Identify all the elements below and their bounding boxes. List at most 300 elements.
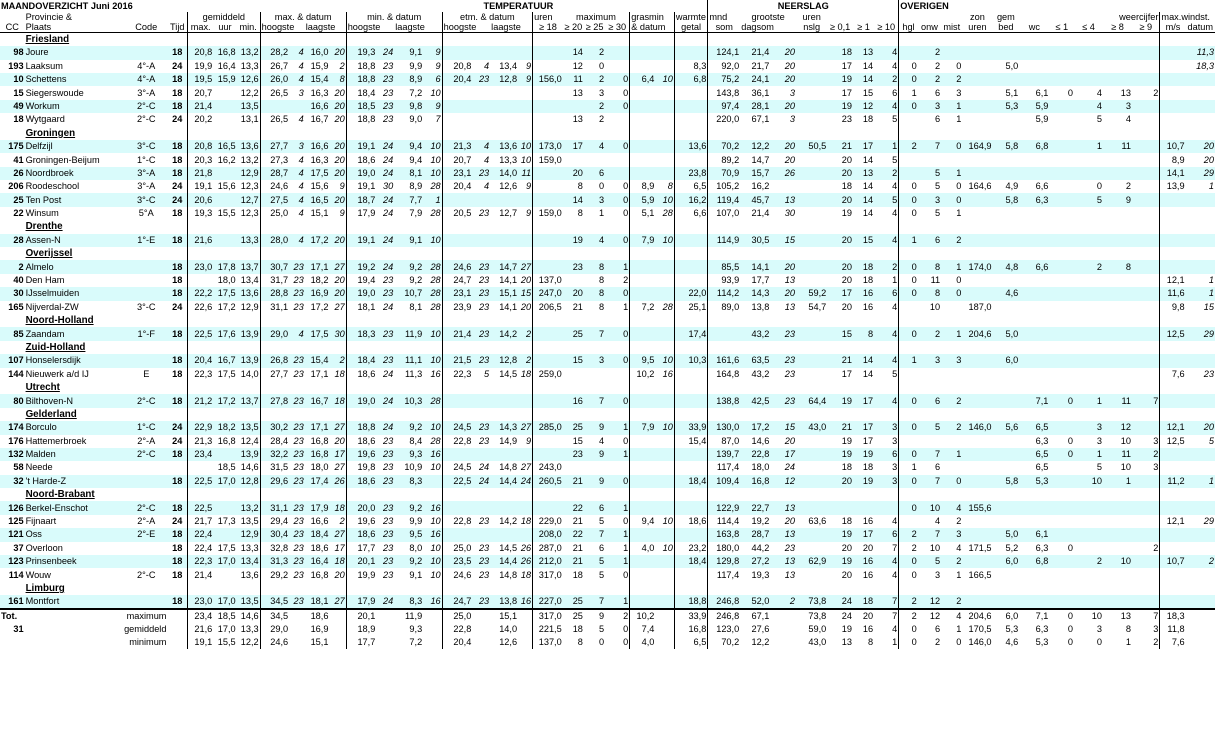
cell-col-1: Fijnaart (25, 516, 57, 527)
cell-col-28: 24 (784, 462, 796, 473)
cell-col-15 (442, 86, 472, 99)
cell-col-41: 2 (1125, 181, 1132, 192)
cell-col-34 (918, 247, 941, 260)
cell-col-9: 17,1 (305, 260, 330, 273)
cell-col-12: 23 (376, 528, 394, 541)
cell-col-39 (1049, 595, 1074, 609)
cell-col-32: 4 (874, 46, 899, 59)
cell-col-16: 24 (478, 462, 490, 473)
cell-col-37: 5,8 (992, 475, 1019, 488)
cell-col-4: 20,8 (188, 46, 214, 59)
cell-col-40 (1074, 542, 1103, 555)
cell-col-38: 6,3 (1035, 624, 1049, 635)
cell-col-7 (260, 381, 289, 394)
cell-col-39: 0 (1067, 542, 1073, 553)
cell-col-29 (796, 207, 827, 220)
cell-col-25 (674, 234, 708, 247)
cell-col-34: 8 (918, 287, 941, 300)
cell-col-0: 193 (8, 60, 24, 71)
cell-col-18: 18 (520, 516, 532, 527)
cell-col-8: 23 (293, 516, 304, 527)
cell-col-9: 15,9 (310, 60, 329, 71)
cell-col-10 (329, 636, 346, 649)
cell-col-1: Prinsenbeek (25, 555, 125, 568)
cell-col-13: 9,3 (409, 624, 423, 635)
cell-col-39 (1049, 408, 1074, 421)
cell-col-41 (1103, 314, 1132, 327)
cell-col-0: 123 (0, 555, 25, 568)
cell-col-34 (918, 314, 941, 327)
cell-col-43 (1160, 314, 1186, 327)
cell-col-15 (442, 314, 472, 327)
cell-col-31: 18 (862, 275, 874, 286)
cell-col-38 (1019, 314, 1049, 327)
cell-col-36 (962, 408, 992, 421)
cell-col-37: 5,6 (992, 421, 1019, 434)
cell-col-16 (472, 127, 490, 140)
cell-col-13: 11,3 (405, 368, 423, 379)
cell-col-35: 4 (941, 501, 962, 514)
cell-col-40 (1074, 595, 1103, 609)
cell-col-13: 9,2 (394, 501, 423, 514)
cell-col-34 (918, 220, 941, 233)
cell-col-42 (1132, 60, 1160, 73)
cell-col-4: 21,6 (188, 623, 214, 636)
cell-col-8 (289, 314, 305, 327)
totals-row-label: maximum (25, 609, 168, 623)
cell-col-38 (1019, 368, 1049, 381)
cell-col-14: 10 (423, 555, 442, 568)
cell-col-11: 18,3 (346, 327, 376, 340)
cell-col-36: 204,6 (962, 327, 992, 340)
cell-col-30: 17 (841, 368, 852, 379)
cell-col-27: 28,1 (740, 100, 770, 113)
totals-count: 31 (13, 624, 24, 635)
cell-col-25 (674, 461, 708, 474)
totals-row (0, 609, 1215, 623)
cell-col-13: 7,2 (409, 637, 423, 648)
cell-col-3: 18 (167, 327, 187, 340)
cell-col-39: 0 (1049, 609, 1074, 623)
cell-col-21: 0 (599, 181, 605, 192)
cell-col-16: 23 (478, 516, 490, 527)
cell-col-18 (518, 127, 533, 140)
cell-col-19 (533, 33, 563, 47)
cell-col-32: 1 (874, 140, 899, 153)
cell-col-42 (1132, 515, 1160, 528)
cell-col-31 (853, 408, 874, 421)
cell-col-38 (1019, 220, 1049, 233)
cell-col-5: 16,8 (217, 435, 236, 446)
cell-col-31: 14 (862, 368, 874, 379)
cell-col-38 (1019, 234, 1049, 247)
cell-col-28: 20 (770, 100, 796, 113)
province-spacer (0, 33, 25, 47)
cell-col-33: 2 (899, 528, 918, 541)
cell-col-14: 10 (423, 421, 442, 434)
cell-col-11: 20,1 (346, 609, 376, 623)
cell-col-26: 114,2 (708, 287, 740, 300)
cell-col-33: 0 (899, 448, 918, 461)
cell-col-19: 317,0 (533, 568, 563, 581)
cell-col-28: 13 (770, 528, 796, 541)
cell-col-33: 0 (899, 421, 918, 434)
cell-col-11: 18,8 (346, 113, 376, 126)
cell-col-11: 19,0 (346, 287, 376, 300)
cell-col-39 (1049, 207, 1074, 220)
cell-col-44 (1186, 234, 1215, 247)
cell-col-14 (423, 33, 442, 47)
cell-col-4: 20,4 (188, 354, 214, 367)
cell-col-34: 2 (918, 46, 941, 59)
cell-col-36 (962, 435, 992, 448)
cell-col-22 (605, 113, 630, 126)
cell-col-24 (655, 528, 674, 541)
cell-col-31: 8 (868, 637, 874, 648)
cell-col-40: 2 (1074, 260, 1103, 273)
cell-col-33: 0 (899, 100, 918, 113)
cell-col-14: 16 (430, 368, 441, 379)
cell-col-37 (992, 73, 1019, 86)
cell-col-22 (605, 314, 630, 327)
cell-col-37 (992, 314, 1019, 327)
cell-col-39: 0 (1067, 637, 1073, 648)
cell-col-12: 24 (376, 193, 394, 206)
header-h_zon: zon (970, 11, 985, 22)
header-h_etm: etm. & datum (442, 12, 532, 23)
cell-col-26: 124,1 (708, 46, 740, 59)
cell-col-12: 23 (376, 448, 394, 461)
cell-col-23 (630, 314, 656, 327)
cell-col-27: 15,7 (740, 167, 770, 180)
cell-col-22: 0 (605, 73, 630, 86)
cell-col-12: 24 (382, 301, 394, 312)
cell-col-44 (1186, 127, 1215, 140)
cell-col-30: 24 (827, 609, 853, 623)
cell-col-15 (442, 100, 472, 113)
cell-col-3: 18 (167, 46, 187, 59)
cell-col-19 (533, 193, 563, 206)
cell-col-37 (992, 153, 1019, 166)
cell-col-7: 26,5 (260, 113, 289, 126)
cell-col-4 (188, 127, 214, 140)
cell-col-30: 17 (827, 287, 853, 300)
cell-col-2: 1°-E (125, 234, 167, 247)
cell-col-10: 18 (334, 368, 345, 379)
cell-col-16 (472, 408, 490, 421)
column-header-26: som (708, 22, 740, 33)
cell-col-17: 14,4 (490, 555, 518, 568)
cell-col-32: 4 (874, 234, 899, 247)
station-row (0, 327, 1215, 340)
cell-col-12 (376, 408, 394, 421)
province-spacer (0, 341, 25, 354)
cell-col-43: 8,9 (1160, 153, 1186, 166)
cell-col-11 (346, 247, 376, 260)
cell-col-22 (605, 408, 630, 421)
cell-col-9: 18,0 (310, 462, 329, 473)
cell-col-36 (962, 100, 992, 113)
cell-col-22: 0 (623, 435, 629, 446)
cell-col-7: 28,8 (260, 287, 289, 300)
cell-col-5: 17,2 (213, 394, 236, 407)
cell-col-39 (1049, 234, 1074, 247)
cell-col-35: 0 (956, 60, 962, 71)
cell-col-23: 9,4 (630, 515, 656, 528)
cell-col-44 (1186, 86, 1215, 99)
cell-col-35: 1 (956, 114, 962, 125)
cell-col-10 (329, 408, 346, 421)
cell-col-0: 37 (13, 542, 24, 553)
cell-col-18: 9 (525, 181, 532, 192)
cell-col-15 (442, 528, 472, 541)
cell-col-26: 93,9 (708, 274, 740, 287)
cell-col-38 (1019, 60, 1049, 73)
cell-col-16 (472, 582, 490, 595)
cell-col-43 (1160, 381, 1186, 394)
cell-col-7: 29,2 (260, 568, 289, 581)
cell-col-0: 32 (0, 475, 25, 488)
cell-col-40 (1074, 167, 1103, 180)
cell-col-8: 23 (289, 501, 305, 514)
cell-col-28 (770, 220, 796, 233)
cell-col-26 (708, 33, 740, 47)
cell-col-20: 15 (572, 435, 583, 446)
cell-col-10: 2 (329, 354, 346, 367)
cell-col-4: 20,2 (188, 113, 214, 126)
cell-col-14 (423, 488, 442, 501)
cell-col-31: 16 (853, 555, 874, 568)
cell-col-15 (442, 247, 472, 260)
cell-col-28: 15 (770, 234, 796, 247)
cell-col-17: 14,8 (499, 569, 518, 580)
cell-col-19 (533, 354, 563, 367)
cell-col-11: 18,6 (346, 368, 376, 381)
cell-col-14 (423, 247, 442, 260)
cell-col-18: 20 (520, 301, 532, 312)
cell-col-24 (655, 461, 674, 474)
cell-col-29 (796, 113, 827, 126)
province-name: Limburg (25, 583, 65, 594)
cell-col-25 (674, 113, 708, 126)
cell-col-30: 19 (827, 394, 853, 407)
cell-col-11 (346, 33, 376, 47)
cell-col-27 (740, 408, 770, 421)
cell-col-36 (962, 287, 992, 300)
cell-col-39 (1049, 301, 1074, 314)
cell-col-19: 159,0 (533, 207, 563, 220)
cell-col-39 (1049, 220, 1074, 233)
cell-col-16: 23 (472, 327, 490, 340)
cell-col-23 (630, 501, 656, 514)
cell-col-12: 23 (382, 275, 394, 286)
cell-col-20: 15 (563, 354, 584, 367)
cell-col-10: 9 (339, 208, 345, 219)
cell-col-8: 23 (289, 421, 305, 434)
cell-col-19 (533, 113, 563, 126)
cell-col-19 (533, 180, 563, 193)
cell-col-44 (1186, 623, 1215, 636)
cell-col-40 (1074, 568, 1103, 581)
cell-col-22: 2 (605, 609, 630, 623)
column-header-33: hgl (899, 22, 918, 33)
cell-col-19 (533, 46, 563, 59)
cell-col-31: 16 (853, 287, 874, 300)
cell-col-38: 6,8 (1019, 140, 1049, 153)
cell-col-43 (1160, 542, 1186, 555)
cell-col-37: 5,0 (992, 528, 1019, 541)
cell-col-29: 73,8 (796, 609, 827, 623)
cell-col-15 (442, 220, 472, 233)
cell-col-35: 0 (941, 140, 962, 153)
cell-col-2: 2°-E (125, 528, 167, 541)
cell-col-42: 7 (1132, 394, 1160, 407)
cell-col-43: 18,3 (1160, 609, 1186, 623)
cell-col-11: 18,5 (346, 100, 376, 113)
cell-col-44 (1186, 636, 1215, 649)
province-row (0, 33, 1215, 47)
cell-col-13: 8,9 (409, 181, 423, 192)
cell-col-1: Nijverdal-ZW (25, 301, 79, 312)
cell-col-6: 13,1 (240, 114, 259, 125)
cell-col-5: 18,0 (217, 275, 236, 286)
header-h_prov: Provincie & (25, 11, 73, 22)
cell-col-36 (962, 341, 992, 354)
cell-col-8 (289, 623, 305, 636)
cell-col-3: 18 (172, 154, 183, 165)
cell-col-31: 18 (853, 260, 874, 273)
cell-col-6 (237, 314, 260, 327)
cell-col-3: 18 (172, 569, 183, 580)
cell-col-28: 12 (770, 475, 796, 488)
cell-col-37 (992, 394, 1019, 407)
cell-col-6: 13,3 (237, 234, 260, 247)
cell-col-4: 22,4 (188, 528, 214, 541)
page-title: MAANDOVERZICHT Juni 2016 (1, 0, 133, 11)
station-row (0, 368, 1215, 381)
cell-col-17: 13,3 (499, 154, 518, 165)
cell-col-7 (260, 314, 289, 327)
cell-col-42: 2 (1153, 542, 1159, 553)
cell-col-23 (630, 60, 656, 73)
cell-col-38 (1019, 274, 1049, 287)
cell-col-29: 73,8 (796, 595, 827, 609)
cell-col-17 (490, 528, 518, 541)
station-row (0, 568, 1215, 581)
cell-col-35: 0 (941, 287, 962, 300)
cell-col-2: 2°-A (137, 435, 156, 446)
cell-col-44 (1186, 314, 1215, 327)
cell-col-19: 206,5 (533, 301, 563, 314)
cell-col-0: 40 (13, 275, 24, 286)
cell-col-14: 28 (430, 301, 441, 312)
cell-col-17 (490, 234, 518, 247)
cell-col-18: 18 (520, 569, 532, 580)
cell-col-10: 27 (329, 260, 346, 273)
cell-col-26: 107,0 (708, 207, 740, 220)
cell-col-2: E (143, 368, 150, 379)
cell-col-32 (874, 314, 899, 327)
cell-col-13: 10,7 (394, 287, 423, 300)
station-row (0, 153, 1215, 166)
cell-col-13: 9,5 (394, 528, 423, 541)
cell-col-24 (655, 60, 674, 73)
cell-col-28: 20 (770, 287, 796, 300)
cell-col-27: 14,3 (740, 287, 770, 300)
cell-col-32 (874, 247, 899, 260)
cell-col-2 (125, 542, 167, 555)
cell-col-1: Den Ham (25, 275, 65, 286)
cell-col-1: Siegerswoude (25, 87, 84, 98)
column-header-13: laagste (395, 22, 425, 33)
cell-col-23 (630, 140, 656, 153)
cell-col-15: 25,0 (442, 542, 472, 555)
cell-col-0: 30 (0, 287, 25, 300)
cell-col-2: 4°-A (125, 73, 167, 86)
cell-col-5: 17,5 (213, 287, 236, 300)
cell-col-8: 23 (289, 287, 305, 300)
cell-col-7: 32,2 (260, 448, 289, 461)
province-row (0, 341, 1215, 354)
cell-col-24 (655, 475, 674, 488)
cell-col-20: 17 (563, 140, 584, 153)
province-row (0, 127, 1215, 140)
cell-col-33 (899, 33, 918, 47)
cell-col-31: 17 (862, 435, 874, 446)
cell-col-1: Delfzijl (25, 140, 125, 153)
cell-col-31: 17 (853, 528, 874, 541)
cell-col-24 (655, 33, 674, 47)
cell-col-6: 14,0 (240, 368, 259, 379)
cell-col-10: 26 (329, 475, 346, 488)
cell-col-12: 24 (376, 394, 394, 407)
cell-col-9 (305, 127, 330, 140)
cell-col-27: 22,8 (740, 448, 770, 461)
cell-col-37: 5,3 (992, 100, 1019, 113)
cell-col-7: 31,3 (260, 555, 289, 568)
cell-col-4: 22,5 (188, 475, 214, 488)
cell-col-23 (630, 327, 656, 340)
cell-col-36 (962, 207, 992, 220)
cell-col-22: 0 (623, 87, 629, 98)
cell-col-26: 70,9 (708, 167, 740, 180)
cell-col-18: 9 (525, 60, 532, 71)
cell-col-39 (1049, 354, 1074, 367)
cell-col-41 (1103, 167, 1132, 180)
cell-col-24: 28 (662, 208, 673, 219)
cell-col-2 (125, 287, 167, 300)
cell-col-42 (1132, 408, 1160, 421)
cell-col-5 (213, 528, 236, 541)
cell-col-32: 4 (892, 60, 898, 71)
cell-col-22: 0 (605, 475, 630, 488)
cell-col-42 (1132, 421, 1160, 434)
cell-col-14 (423, 314, 442, 327)
cell-col-38: 5,3 (1035, 637, 1049, 648)
cell-col-29 (796, 60, 827, 73)
cell-col-15 (442, 488, 472, 501)
cell-col-44 (1186, 260, 1215, 273)
cell-col-34: 3 (918, 354, 941, 367)
cell-col-10: 20 (334, 154, 345, 165)
cell-col-31: 13 (853, 46, 874, 59)
cell-col-43 (1160, 488, 1186, 501)
cell-col-16: 23 (472, 555, 490, 568)
cell-col-3: 24 (167, 421, 187, 434)
cell-col-7 (260, 33, 289, 47)
cell-col-2: 3°-C (137, 301, 156, 312)
cell-col-26: 161,6 (708, 354, 740, 367)
